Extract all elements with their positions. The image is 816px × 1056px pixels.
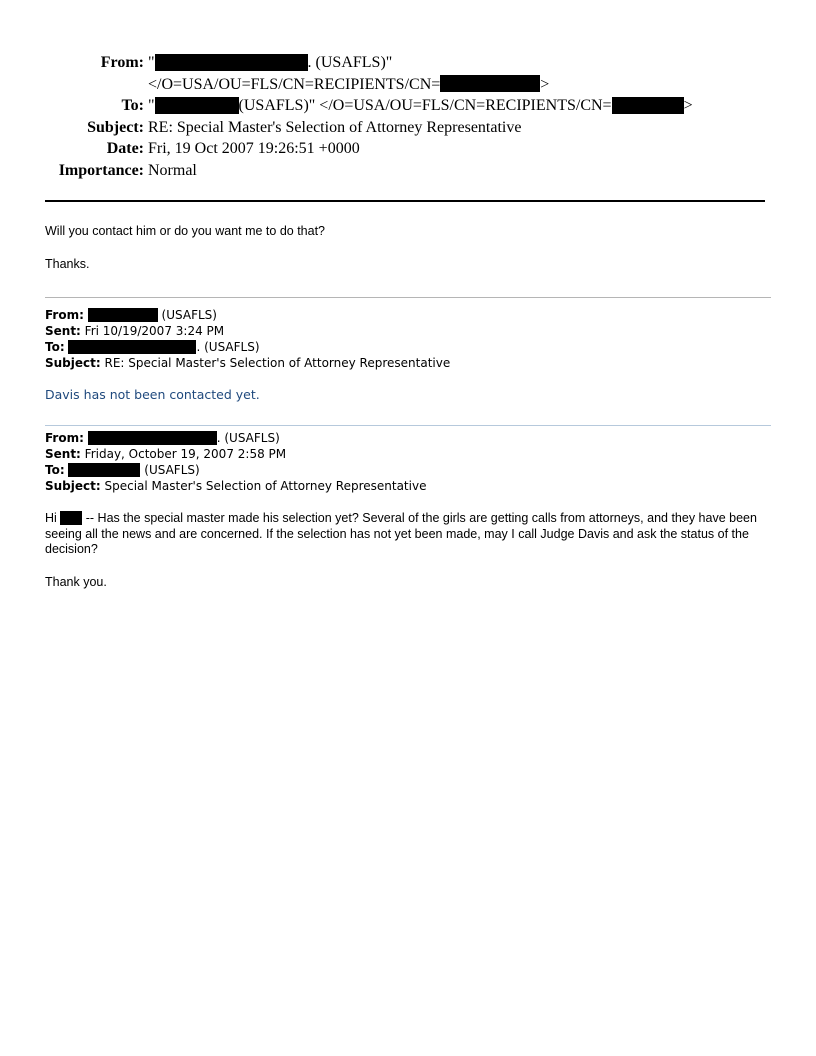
header-from-close: > xyxy=(540,75,550,93)
quoted-to-label: To: xyxy=(45,463,65,477)
original-message-rest: -- Has the special master made his selection yet? Several of the girls are getting calls from attorneys, and they have been seeing all the news and are concerned. If the selection has not yet been made, may I call Judge Davis and ask the status of the decision? xyxy=(45,511,757,556)
header-to-address: (USAFLS)" </O=USA/OU=FLS/CN=RECIPIENTS/CN= xyxy=(238,97,612,114)
redaction-block xyxy=(60,511,82,525)
quoted-to-row xyxy=(45,462,771,478)
quoted-divider xyxy=(45,297,771,298)
header-importance: Normal xyxy=(148,161,197,179)
redaction-block xyxy=(88,308,158,322)
redaction-block xyxy=(155,54,308,71)
header-date: Fri, 19 Oct 2007 19:26:51 +0000 xyxy=(148,140,360,157)
header-date-label: Date: xyxy=(106,140,144,157)
email-header xyxy=(0,52,816,181)
header-subject-row xyxy=(0,117,816,139)
header-importance-row xyxy=(0,160,816,182)
header-divider xyxy=(45,200,765,202)
quoted-sent: Friday, October 19, 2007 2:58 PM xyxy=(80,447,287,461)
header-from-org: . (USAFLS)" xyxy=(307,54,393,71)
header-subject-label: Subject: xyxy=(87,118,144,136)
quoted-header xyxy=(45,307,771,371)
header-to-row xyxy=(0,95,816,117)
quoted-to-org: . (USAFLS) xyxy=(196,340,260,354)
redaction-block xyxy=(88,431,217,445)
quoted-from-org: . (USAFLS) xyxy=(216,431,280,445)
quoted-subject-row xyxy=(45,478,771,494)
quoted-sent-row xyxy=(45,323,771,339)
quoted-from-row xyxy=(45,307,771,323)
quoted-header xyxy=(45,430,771,494)
redaction-block xyxy=(612,97,684,114)
quoted-sent-row xyxy=(45,446,771,462)
quoted-divider xyxy=(45,425,771,426)
header-to-quote: " xyxy=(148,97,155,114)
quoted-subject-label: Subject: xyxy=(45,356,101,370)
message-body xyxy=(45,223,770,289)
quoted-from-label: From: xyxy=(45,431,84,445)
quoted-subject-label: Subject: xyxy=(45,479,101,493)
quoted-subject: Special Master's Selection of Attorney Representative xyxy=(100,479,427,493)
quoted-sent-label: Sent: xyxy=(45,324,81,338)
quoted-from-label: From: xyxy=(45,308,84,322)
header-from-row xyxy=(0,52,816,74)
quoted-to-org: (USAFLS) xyxy=(140,463,200,477)
header-to-close: > xyxy=(683,97,693,114)
header-from-row-2 xyxy=(0,74,816,96)
header-importance-label: Importance: xyxy=(58,161,144,179)
redaction-block xyxy=(68,340,196,354)
redaction-block xyxy=(440,75,540,92)
header-date-row xyxy=(0,138,816,160)
message-line: Will you contact him or do you want me to do that? xyxy=(45,224,325,238)
quoted-to-label: To: xyxy=(45,340,65,354)
greeting: Hi xyxy=(45,511,61,525)
original-message-body xyxy=(45,511,773,607)
quoted-subject: RE: Special Master's Selection of Attorney Representative xyxy=(100,356,451,370)
quoted-from-row xyxy=(45,430,771,446)
quoted-sent: Fri 10/19/2007 3:24 PM xyxy=(80,324,225,338)
message-signoff: Thanks. xyxy=(45,257,90,271)
quoted-to-row xyxy=(45,339,771,355)
redaction-block xyxy=(155,97,239,114)
header-from-address: </O=USA/OU=FLS/CN=RECIPIENTS/CN= xyxy=(148,75,441,93)
quoted-subject-row xyxy=(45,355,771,371)
redaction-block xyxy=(68,463,140,477)
header-from-label: From: xyxy=(100,54,144,71)
header-from-quote: " xyxy=(148,54,155,71)
quoted-sent-label: Sent: xyxy=(45,447,81,461)
original-message-text xyxy=(45,511,773,558)
quoted-reply-body: Davis has not been contacted yet. xyxy=(45,387,260,402)
original-message-closing: Thank you. xyxy=(45,574,107,589)
quoted-from-org: (USAFLS) xyxy=(157,308,217,322)
header-subject: RE: Special Master's Selection of Attorney Representative xyxy=(148,118,522,136)
header-to-label: To: xyxy=(121,97,144,114)
